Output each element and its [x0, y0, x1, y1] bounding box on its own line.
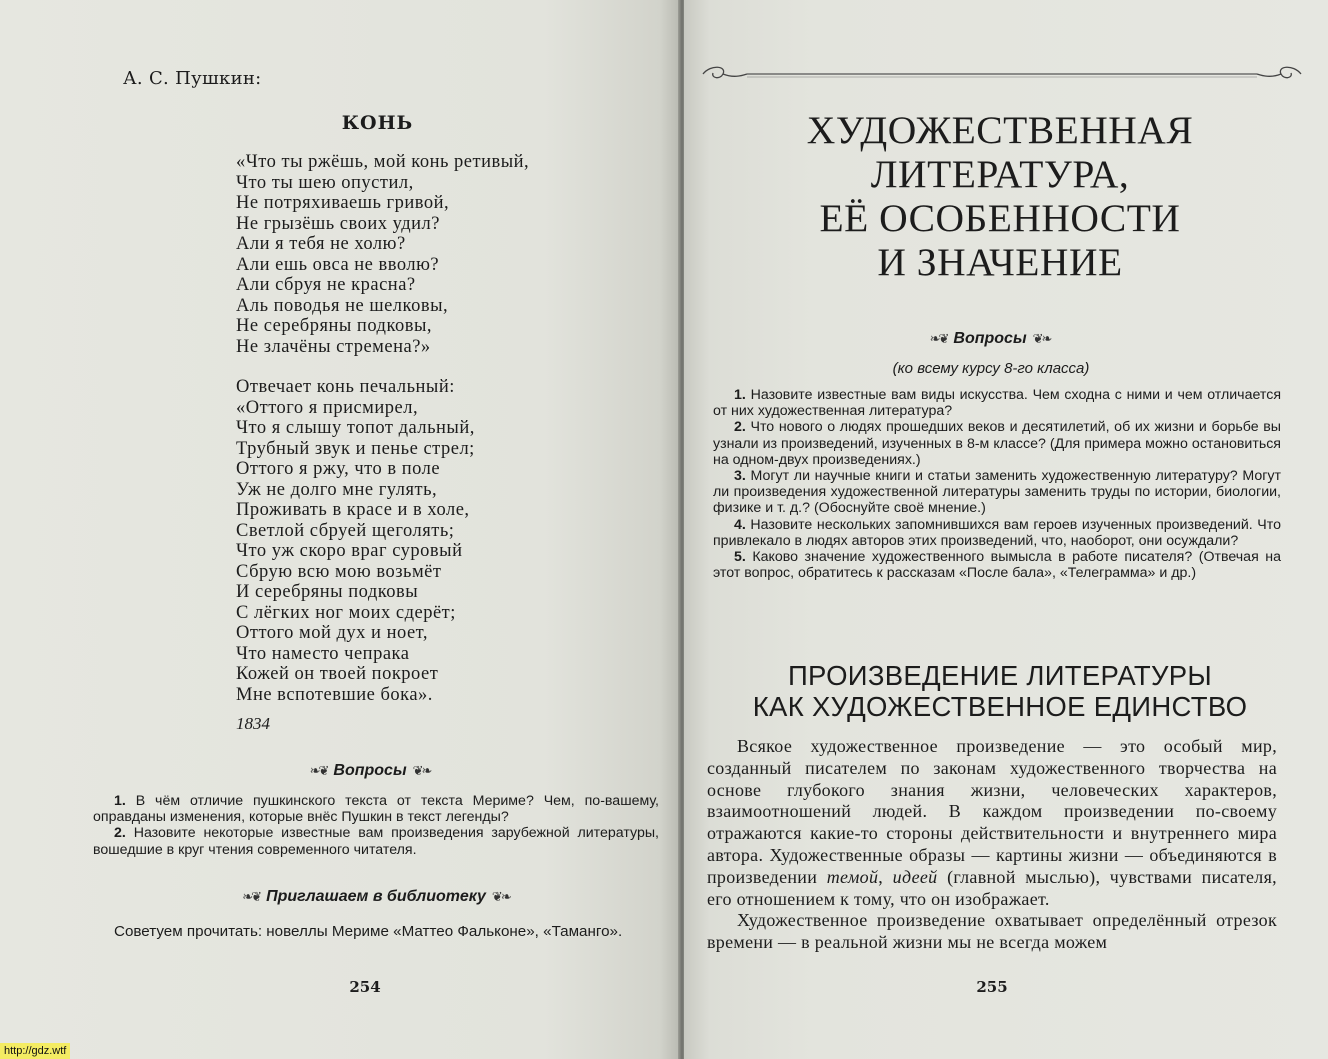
body-text: [707, 736, 1277, 954]
questions-heading-right: ❧❦ Вопросы ❦❧: [929, 330, 1051, 347]
poem-line: Мне вспотевшие бока».: [236, 684, 433, 705]
poem-line: «Что ты ржёшь, мой конь ретивый,: [236, 152, 530, 172]
poem-line: Что уж скоро враг суровый: [236, 541, 463, 561]
poem-line: Отвечает конь печальный:: [236, 377, 455, 397]
question-item: 4. Назовите нескольких запомнившихся вам героев изученных произведений. Что привлекало в людях авторов этих произведений, что, наоборот, они осуждали?: [713, 516, 1281, 549]
poem-line: Али ешь овса не вволю?: [236, 254, 440, 275]
paragraph: Художественное произведение охватывает определённый отрезок времени — в реальной жизни мы не всегда можем: [707, 910, 1277, 953]
poem-title: КОНЬ: [341, 112, 414, 134]
poem-line: Не потряхиваешь гривой,: [236, 193, 450, 213]
poem-line: «Оттого я присмирел,: [236, 397, 419, 418]
poem-stanza-1: [236, 152, 529, 357]
poem-date: 1834: [236, 714, 270, 733]
poem-line: Что наместо чепрака: [236, 643, 410, 664]
poem-line: И серебряны подковы: [236, 582, 419, 602]
poem-line: Али сбруя не красна?: [236, 275, 416, 295]
poem-line: Проживать в красе и в холе,: [236, 500, 470, 520]
questions-list-right: [713, 387, 1281, 581]
poem-line: Не грызёшь своих удил?: [236, 213, 440, 234]
poem-stanza-2: [236, 377, 529, 705]
poem-line: Светлой сбруей щеголять;: [236, 520, 455, 541]
ornament-icon: ❦❧: [412, 762, 431, 778]
chapter-title: ХУДОЖЕСТВЕННАЯ ЛИТЕРАТУРА, ЕЁ ОСОБЕННОСТИ И ЗНАЧЕНИЕ: [806, 108, 1194, 284]
question-item: 3. Могут ли научные книги и статьи заменить художественную литературу? Могут ли произведения художественной литературы заменить труды по истории, биологии, физике и т. д.? (Обоснуйте своё мнение.): [713, 468, 1281, 517]
poem-line: Али я тебя не холю?: [236, 234, 406, 254]
library-text: Советуем прочитать: новеллы Мериме «Маттео Фальконе», «Таманго».: [114, 923, 623, 940]
ornament-icon: ❧❦: [929, 330, 948, 346]
poem-line: Не злачёны стремена?»: [236, 336, 431, 357]
page-number-right: 255: [976, 978, 1008, 996]
questions-heading-left: ❧❦ Вопросы ❦❧: [309, 762, 431, 779]
questions-list-left: [93, 793, 659, 858]
question-item: 2. Что нового о людях прошедших веков и десятилетий, об их жизни и борьбе вы узнали из произведений, изученных в 8-м классе? (Для примера можно остановиться на одном-двух произведениях.): [713, 419, 1281, 468]
page-number-left: 254: [349, 978, 381, 996]
poem-line: Кожей он твоей покроет: [236, 664, 439, 684]
section-title: ПРОИЗВЕДЕНИЕ ЛИТЕРАТУРЫ КАК ХУДОЖЕСТВЕННОЕ ЕДИНСТВО: [752, 660, 1248, 722]
poem: [236, 152, 529, 725]
question-item: 1. В чём отличие пушкинского текста от текста Мериме? Чем, по-вашему, оправданы изменения, которые внёс Пушкин в текст легенды?: [93, 793, 659, 826]
paragraph: Всякое художественное произведение — это особый мир, созданный писателем по законам художественного творчества на основе глубокого знания жизни, человеческих характеров, взаимоотношений людей. В каждом произведении по-своему отражаются какие-то стороны действительности и внутреннего мира автора. Художественные образы — картины жизни — объединяются в произведении темой, идеей (главной мыслью), чувствами писателя, его отношением к тому, что он изображает.: [707, 736, 1277, 909]
watermark[interactable]: http://gdz.wtf: [0, 1043, 70, 1059]
poem-line: Оттого мой дух и ноет,: [236, 623, 428, 643]
question-item: 5. Каково значение художественного вымысла в работе писателя? (Отвечая на этот вопрос, обратитесь к рассказам «После бала», «Телеграмма» и др.): [713, 549, 1281, 582]
ornament-icon: ❦❧: [491, 888, 510, 904]
poem-line: Оттого я ржу, что в поле: [236, 459, 441, 479]
poem-line: Уж не долго мне гулять,: [236, 479, 438, 500]
poem-line: Сбрую всю мою возьмёт: [236, 561, 442, 582]
poem-line: Аль поводья не шелковы,: [236, 295, 449, 316]
poem-line: Трубный звук и пенье стрел;: [236, 438, 475, 459]
poem-line: Что я слышу топот дальный,: [236, 418, 475, 438]
ornament-icon: ❧❦: [309, 762, 328, 778]
questions-subheading: (ко всему курсу 8-го класса): [892, 360, 1090, 377]
ornament-icon: ❧❦: [242, 888, 261, 904]
running-head: А. С. Пушкин:: [123, 68, 262, 89]
poem-line: Не серебряны подковы,: [236, 316, 433, 336]
ornamental-rule: [693, 62, 1311, 92]
ornament-icon: ❦❧: [1032, 330, 1051, 346]
question-item: 2. Назовите некоторые известные вам произведения зарубежной литературы, вошедшие в круг чтения современного читателя.: [93, 825, 659, 858]
question-item: 1. Назовите известные вам виды искусства. Чем сходна с ними и чем отличается от них художественная литература?: [713, 387, 1281, 420]
poem-line: С лёгких ног моих сдерёт;: [236, 602, 456, 623]
poem-line: Что ты шею опустил,: [236, 172, 414, 193]
library-heading: ❧❦ Приглашаем в библиотеку ❦❧: [242, 888, 510, 905]
